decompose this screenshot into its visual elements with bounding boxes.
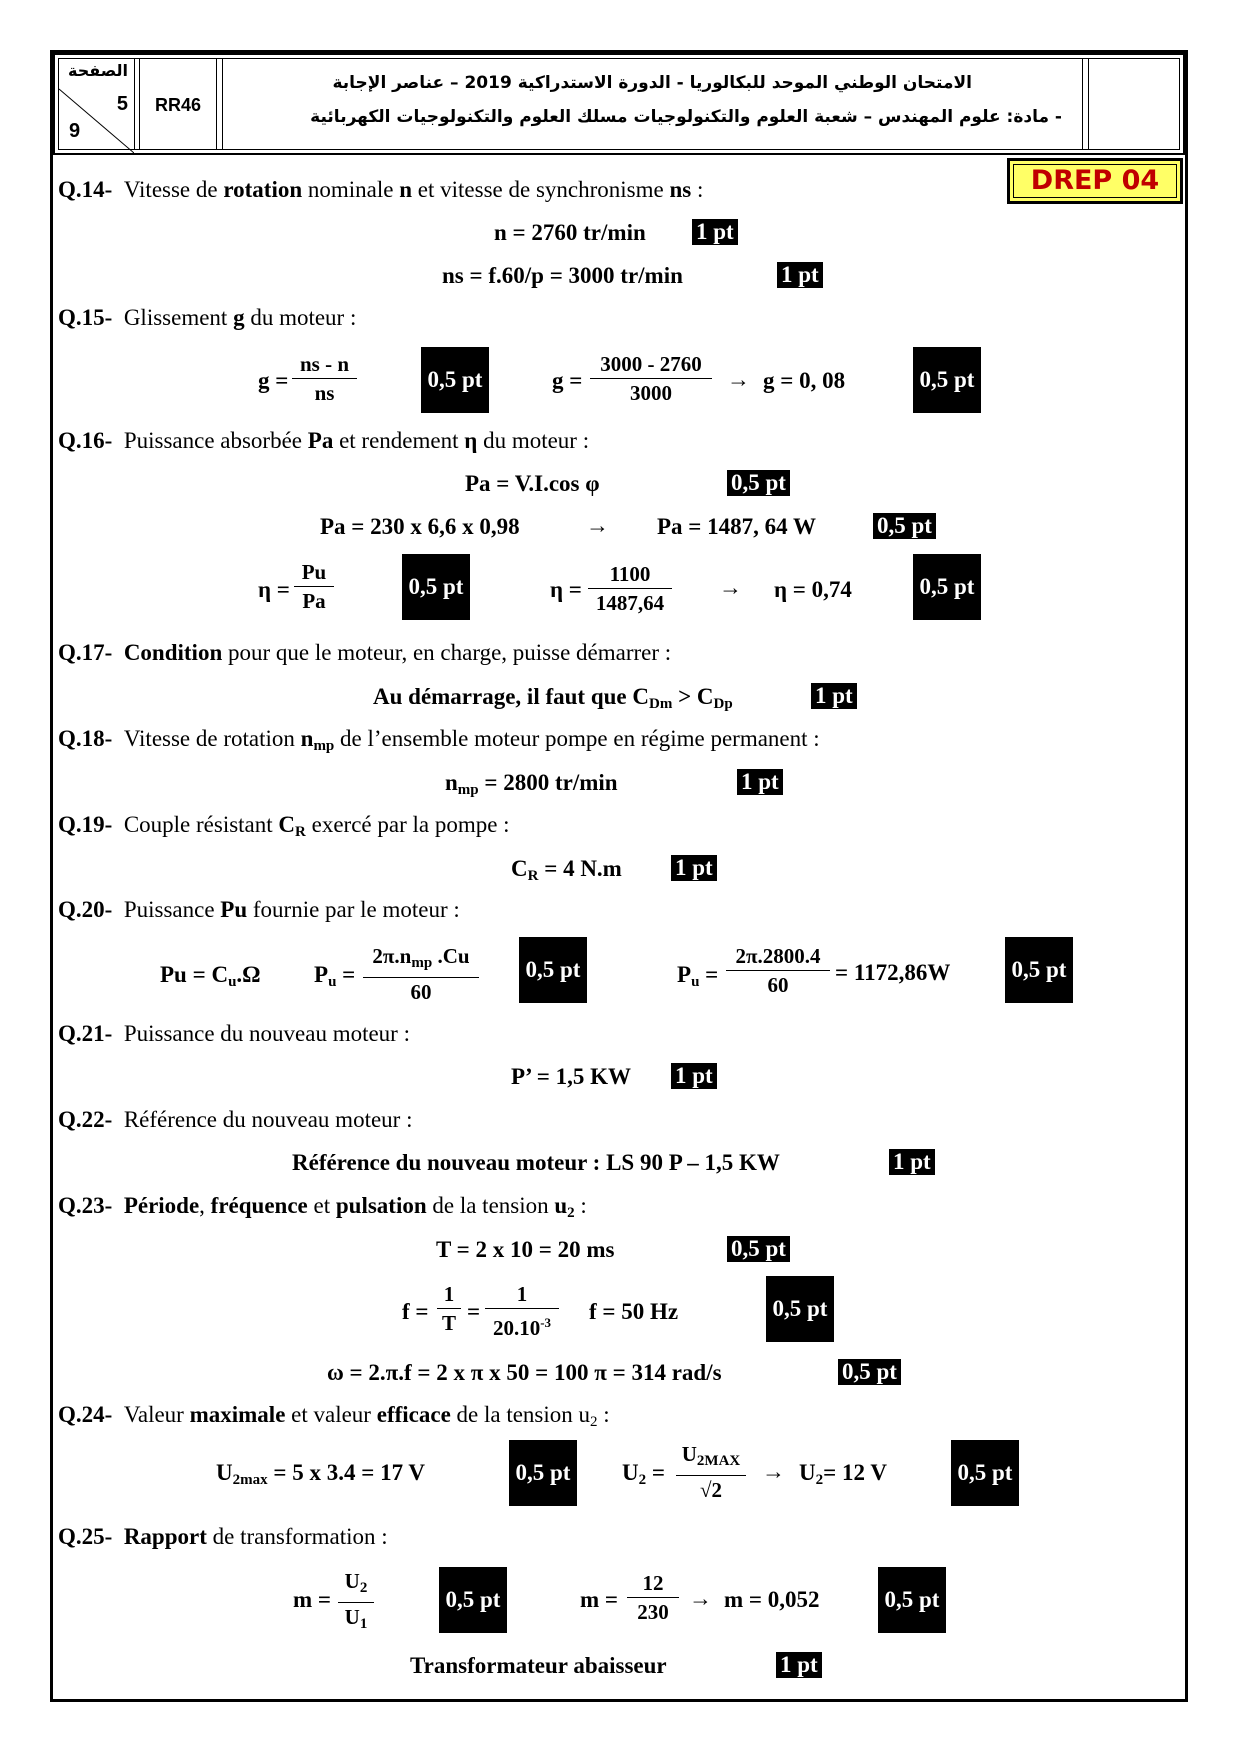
arrow-icon: → xyxy=(689,1586,712,1611)
exam-title-line1: الامتحان الوطني الموحد للبكالوريا - الدورة الاستدراكية 2019 – عناصر الإجابة xyxy=(332,73,972,93)
result-eta: η = 0,74 xyxy=(774,577,852,602)
question-text: pulsation xyxy=(335,1193,427,1218)
points-badge: 0,5 pt xyxy=(951,1440,1019,1506)
question-text: du moteur : xyxy=(244,305,357,330)
question-21 xyxy=(58,1021,410,1047)
page-label: الصفحة xyxy=(67,61,128,80)
subscript: 2MAX xyxy=(696,1453,741,1469)
question-text: Valeur xyxy=(123,1402,190,1427)
m-equals: m = xyxy=(293,1587,332,1612)
answer-text: C xyxy=(511,856,528,881)
question-text: et rendement xyxy=(333,428,465,453)
question-23 xyxy=(58,1193,587,1226)
points-badge: 1 pt xyxy=(737,769,783,795)
subscript: u xyxy=(228,974,237,990)
answer-pa-formula: Pa = V.I.cos φ xyxy=(465,471,600,496)
question-22 xyxy=(58,1107,412,1133)
question-text: Pa xyxy=(307,428,334,453)
answer-text: = 12 V xyxy=(823,1460,887,1485)
question-text: maximale xyxy=(189,1402,286,1427)
question-number: Q.24- xyxy=(58,1402,113,1427)
subscript: u xyxy=(691,974,700,990)
question-text: η xyxy=(464,428,478,453)
question-text: de transformation : xyxy=(206,1524,388,1549)
fraction-numerator: U xyxy=(344,1569,360,1593)
question-text: C xyxy=(278,812,296,837)
answer-q21: P’ = 1,5 KW xyxy=(511,1064,631,1089)
question-text: Puissance xyxy=(123,897,221,922)
fraction-denominator: 3000 xyxy=(630,381,672,405)
question-20 xyxy=(58,897,460,923)
arrow-icon: → xyxy=(727,367,750,392)
answer-transformer-type: Transformateur abaisseur xyxy=(410,1653,667,1678)
points-badge: 1 pt xyxy=(671,855,717,881)
question-text: de l’ensemble moteur pompe en régime permanent : xyxy=(334,726,820,751)
question-text: Condition xyxy=(123,640,223,665)
question-text: Glissement xyxy=(123,305,234,330)
question-text: Puissance absorbée xyxy=(123,428,308,453)
fraction-numerator: Pu xyxy=(301,560,327,584)
exam-title-line2: - مادة: علوم المهندس – شعبة العلوم والتكنولوجيات مسلك العلوم والتكنولوجيات الكهربائية xyxy=(310,107,1062,127)
answer-q18 xyxy=(445,770,618,803)
answer-q14-ns: ns = f.60/p = 3000 tr/min xyxy=(442,263,683,288)
pu-equals-2 xyxy=(677,962,718,995)
points-badge: 1 pt xyxy=(671,1063,717,1089)
fraction-f-numeric xyxy=(485,1280,559,1342)
subscript: R xyxy=(527,868,539,884)
subscript: Dm xyxy=(648,696,673,712)
arrow-icon: → xyxy=(762,1459,785,1484)
question-24 xyxy=(58,1402,610,1435)
question-text: Vitesse de xyxy=(123,177,224,202)
answer-text: .Ω xyxy=(236,962,261,987)
fraction-numerator: 1 xyxy=(516,1282,528,1306)
question-19 xyxy=(58,812,510,845)
question-text: , xyxy=(199,1193,211,1218)
fraction-numerator: ns - n xyxy=(299,352,350,376)
arrow-icon: → xyxy=(586,513,609,538)
answer-q17 xyxy=(373,684,733,717)
fraction-pu-numeric xyxy=(726,942,830,999)
fraction-numerator: U xyxy=(681,1442,697,1466)
question-text: Période xyxy=(123,1193,200,1218)
question-number: Q.23- xyxy=(58,1193,113,1218)
points-badge: 0,5 pt xyxy=(838,1359,901,1385)
result-m: m = 0,052 xyxy=(724,1587,820,1612)
answer-pu-formula xyxy=(160,962,261,995)
subscript: 2 xyxy=(590,1414,598,1430)
question-text: Rapport xyxy=(123,1524,207,1549)
fraction-pu xyxy=(363,942,479,1006)
question-text: ns xyxy=(669,177,692,202)
subscript: u xyxy=(328,974,337,990)
answer-text: Pu = C xyxy=(160,962,229,987)
fraction-f xyxy=(437,1280,461,1337)
question-number: Q.16- xyxy=(58,428,113,453)
question-text: : xyxy=(574,1193,587,1218)
u2-equals xyxy=(622,1460,665,1493)
question-text: et vitesse de synchronisme xyxy=(412,177,670,202)
exam-code-box xyxy=(139,59,217,149)
points-badge: 1 pt xyxy=(777,262,823,288)
answer-pa-calc: Pa = 230 x 6,6 x 0,98 xyxy=(320,514,520,539)
f-equals: f = xyxy=(402,1299,429,1324)
superscript: -3 xyxy=(540,1315,552,1330)
question-16 xyxy=(58,428,589,454)
m-equals-2: m = xyxy=(580,1587,619,1612)
answer-text: = 5 x 3.4 = 17 V xyxy=(267,1460,426,1485)
page-total: 9 xyxy=(69,120,81,142)
fraction-denominator: U xyxy=(344,1605,360,1629)
exam-code: RR46 xyxy=(154,95,202,115)
answer-text: P xyxy=(314,962,329,987)
answer-q22: Référence du nouveau moteur : LS 90 P – 1,5 KW xyxy=(292,1150,780,1175)
question-text: Couple résistant xyxy=(123,812,279,837)
drep-badge xyxy=(1007,158,1183,204)
points-badge: 0,5 pt xyxy=(421,347,489,413)
fraction-numerator: 3000 - 2760 xyxy=(600,352,702,376)
fraction-eta-numeric xyxy=(588,560,672,617)
fraction-denominator: 1487,64 xyxy=(595,591,665,615)
points-badge: 1 pt xyxy=(811,683,857,709)
fraction-denominator: Pa xyxy=(302,589,326,613)
result-f: f = 50 Hz xyxy=(589,1299,679,1324)
subscript: mp xyxy=(411,955,433,971)
fraction-denominator: 60 xyxy=(410,980,432,1004)
question-text: pour que le moteur, en charge, puisse démarrer : xyxy=(222,640,672,665)
question-text: u xyxy=(554,1193,568,1218)
points-badge: 0,5 pt xyxy=(727,470,790,496)
question-text: efficace xyxy=(376,1402,451,1427)
question-text: Puissance du nouveau moteur : xyxy=(123,1021,410,1046)
points-badge: 0,5 pt xyxy=(913,554,981,620)
page-number-box xyxy=(59,59,135,149)
points-badge: 1 pt xyxy=(776,1652,822,1678)
question-text: fréquence xyxy=(210,1193,308,1218)
fraction-denominator: 230 xyxy=(637,1600,669,1624)
fraction-eta xyxy=(294,558,334,615)
exam-header xyxy=(53,53,1185,155)
fraction-g xyxy=(292,350,357,407)
answer-text: Au démarrage, il faut que C xyxy=(373,684,649,709)
fraction-denominator: 60 xyxy=(767,973,789,997)
question-number: Q.14- xyxy=(58,177,113,202)
points-badge: 0,5 pt xyxy=(766,1276,834,1342)
question-15 xyxy=(58,305,356,331)
question-text: g xyxy=(233,305,245,330)
question-text: Pu xyxy=(220,897,248,922)
fraction-denominator: 20.10 xyxy=(492,1316,541,1340)
question-text: de la tension u xyxy=(450,1402,591,1427)
answer-text: U xyxy=(216,1460,233,1485)
header-right-box xyxy=(1088,59,1179,149)
question-25 xyxy=(58,1524,388,1550)
result-pu: = 1172,86W xyxy=(835,960,951,985)
answer-omega: ω = 2.π.f = 2 x π x 50 = 100 π = 314 rad/s xyxy=(327,1360,722,1385)
g-equals-2: g = xyxy=(552,368,583,393)
question-number: Q.17- xyxy=(58,640,113,665)
fraction-denominator: T xyxy=(441,1311,456,1335)
eta-equals-2: η = xyxy=(550,577,582,602)
subscript: 2max xyxy=(232,1472,268,1488)
subscript: 2 xyxy=(815,1472,824,1488)
answer-text: = 2800 tr/min xyxy=(478,770,618,795)
points-badge: 1 pt xyxy=(692,219,738,245)
points-badge: 0,5 pt xyxy=(509,1440,577,1506)
question-text: et xyxy=(307,1193,336,1218)
question-text: et valeur xyxy=(285,1402,377,1427)
question-text: Référence du nouveau moteur : xyxy=(123,1107,413,1132)
question-text: n xyxy=(399,177,413,202)
question-17 xyxy=(58,640,671,666)
points-badge: 0,5 pt xyxy=(402,554,470,620)
answer-text: = xyxy=(336,962,356,987)
subscript: R xyxy=(295,824,306,840)
subscript: 2 xyxy=(567,1205,575,1221)
subscript: Dp xyxy=(713,696,733,712)
points-badge: 0,5 pt xyxy=(519,937,587,1003)
question-text: : xyxy=(691,177,704,202)
question-text: n xyxy=(300,726,314,751)
fraction-g-numeric xyxy=(590,350,712,407)
question-number: Q.15- xyxy=(58,305,113,330)
result-u2 xyxy=(799,1460,887,1493)
answer-text: n xyxy=(445,770,458,795)
fraction-numerator: 2π.2800.4 xyxy=(735,944,821,968)
question-number: Q.22- xyxy=(58,1107,113,1132)
drep-label: DREP 04 xyxy=(1013,164,1177,198)
question-number: Q.19- xyxy=(58,812,113,837)
answer-text: > C xyxy=(672,684,714,709)
answer-u2max xyxy=(216,1460,425,1493)
question-14 xyxy=(58,177,703,203)
subscript: 1 xyxy=(359,1616,368,1632)
question-number: Q.20- xyxy=(58,897,113,922)
subscript: 2 xyxy=(638,1472,647,1488)
subscript: 2 xyxy=(359,1580,368,1596)
answer-text: = xyxy=(699,962,719,987)
page-number: 5 xyxy=(116,93,128,115)
fraction-numerator: 1 xyxy=(443,1282,455,1306)
question-18 xyxy=(58,726,820,759)
points-badge: 0,5 pt xyxy=(727,1236,790,1262)
question-number: Q.25- xyxy=(58,1524,113,1549)
fraction-numerator: 1100 xyxy=(609,562,651,586)
question-text: exercé par la pompe : xyxy=(305,812,510,837)
equals-sign: = xyxy=(467,1299,481,1324)
answer-q19 xyxy=(511,856,622,889)
answer-q14-n: n = 2760 tr/min xyxy=(494,220,646,245)
fraction-numerator: 2π.n xyxy=(372,944,412,968)
points-badge: 0,5 pt xyxy=(878,1567,946,1633)
fraction-u2 xyxy=(676,1440,746,1504)
fraction-numerator: 12 xyxy=(642,1571,664,1595)
answer-pa-result: Pa = 1487, 64 W xyxy=(657,514,816,539)
question-text: fournie par le moteur : xyxy=(247,897,460,922)
answer-text: = 4 N.m xyxy=(538,856,622,881)
question-text: : xyxy=(597,1402,610,1427)
question-text: du moteur : xyxy=(477,428,590,453)
question-text: de la tension xyxy=(426,1193,555,1218)
fraction-denominator: √2 xyxy=(699,1478,723,1502)
subscript: mp xyxy=(457,782,479,798)
points-badge: 0,5 pt xyxy=(1005,937,1073,1003)
question-text: rotation xyxy=(223,177,303,202)
question-number: Q.21- xyxy=(58,1021,113,1046)
eta-equals: η = xyxy=(258,577,290,602)
question-number: Q.18- xyxy=(58,726,113,751)
points-badge: 0,5 pt xyxy=(913,347,981,413)
g-equals: g = xyxy=(258,368,289,393)
answer-text: U xyxy=(799,1460,816,1485)
points-badge: 0,5 pt xyxy=(439,1567,507,1633)
answer-text: = xyxy=(646,1460,665,1485)
points-badge: 1 pt xyxy=(889,1149,935,1175)
arrow-icon: → xyxy=(719,575,742,600)
fraction-denominator: ns xyxy=(314,381,335,405)
pu-equals xyxy=(314,962,355,995)
fraction-m xyxy=(338,1567,374,1638)
fraction-m-numeric xyxy=(627,1569,679,1626)
subscript: mp xyxy=(313,738,335,754)
points-badge: 0,5 pt xyxy=(873,513,936,539)
answer-text: U xyxy=(622,1460,639,1485)
result-g: g = 0, 08 xyxy=(763,368,846,393)
question-text: Vitesse de rotation xyxy=(123,726,301,751)
question-text: nominale xyxy=(302,177,400,202)
answer-period: T = 2 x 10 = 20 ms xyxy=(436,1237,615,1262)
exam-title-box xyxy=(222,59,1083,149)
fraction-numerator: .Cu xyxy=(432,944,470,968)
answer-text: P xyxy=(677,962,692,987)
